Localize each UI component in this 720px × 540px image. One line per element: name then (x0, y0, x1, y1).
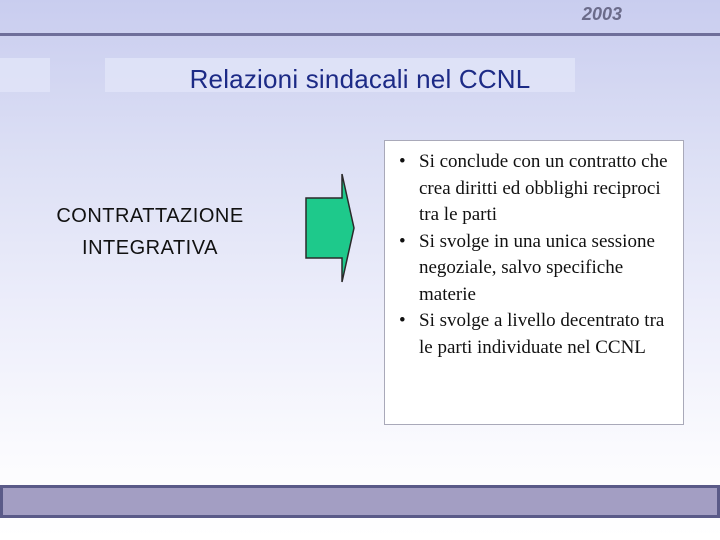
bullet-box (384, 140, 684, 425)
bullet-text: Si conclude con un contratto che crea diritti ed obblighi reciproci tra le parti (419, 151, 668, 225)
left-label (28, 200, 272, 264)
bullet-text: Si svolge in una unica sessione negoziale, salvo specifiche materie (419, 230, 655, 305)
left-label-line2: INTEGRATIVA (82, 237, 218, 259)
bullet-text: Si svolge a livello decentrato tra le parti individuate nel CCNL (419, 310, 665, 358)
bullet-list (385, 141, 683, 361)
bullet-dot: • (399, 151, 406, 172)
slide-title: Relazioni sindacali nel CCNL (189, 64, 531, 94)
year-label: 2003 (581, 4, 622, 24)
top-divider (0, 33, 720, 36)
footer-bar (0, 485, 720, 518)
left-label-line1: CONTRATTAZIONE (56, 205, 244, 227)
list-item (393, 308, 675, 361)
list-item (393, 149, 675, 229)
bullet-dot: • (399, 310, 406, 331)
right-arrow-icon (304, 172, 356, 284)
bullet-dot: • (399, 230, 406, 252)
list-item (393, 229, 675, 309)
